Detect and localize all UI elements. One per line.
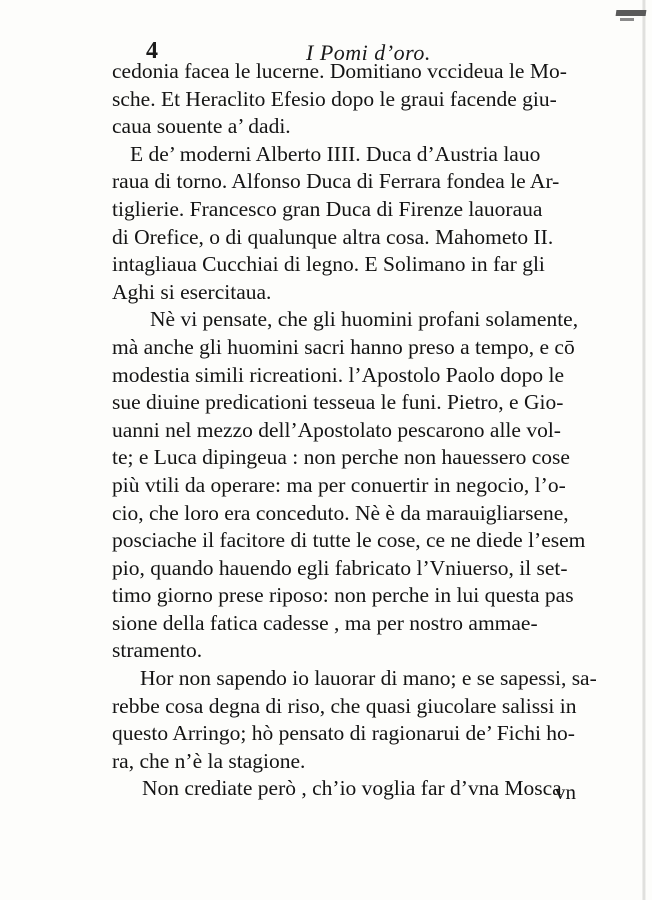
text-line: modestia simili ricreationi. l’Apostolo Paolo dopo le xyxy=(112,362,565,387)
running-title: I Pomi d’oro. xyxy=(306,40,431,65)
text-line: te; e Luca dipingeua : non perche non hauessero cose xyxy=(112,445,570,470)
text-line: timo giorno prese riposo: non perche in lui questa pas xyxy=(112,583,574,608)
text-line: stramento. xyxy=(112,638,203,663)
text-line: intagliaua Cucchiai di legno. E Solimano in far gli xyxy=(112,252,545,277)
text-line: raua di torno. Alfonso Duca di Ferrara fondea le Ar- xyxy=(112,169,560,194)
text-line: cio, che loro era conceduto. Nè è da marauigliarsene, xyxy=(112,500,569,525)
text-line: sue diuine predicationi tesseua le funi. Pietro, e Gio- xyxy=(112,390,564,415)
text-line: cedonia facea le lucerne. Domitiano vccideua le Mo- xyxy=(112,59,567,83)
text-line: Non crediate però , ch’io voglia far d’vna Mosca xyxy=(142,776,562,801)
text-line: caua souente a’ dadi. xyxy=(112,114,291,139)
text-line: mà anche gli huomini sacri hanno preso a tempo, e cō xyxy=(112,334,575,359)
catchword: vn xyxy=(555,780,576,804)
text-line: posciache il facitore di tutte le cose, ce ne diede l’esem xyxy=(112,528,586,553)
page-edge xyxy=(642,0,646,900)
body-text xyxy=(112,58,632,803)
text-line: sche. Et Heraclito Efesio dopo le graui facende giu- xyxy=(112,86,557,111)
text-line: Aghi si esercitaua. xyxy=(112,279,272,304)
text-line: Nè vi pensate, che gli huomini profani solamente, xyxy=(150,307,579,332)
text-line: pio, quando hauendo egli fabricato l’Vniuerso, il set- xyxy=(112,555,568,580)
corner-mark xyxy=(616,10,647,16)
text-line: ra, che n’è la stagione. xyxy=(112,748,306,773)
text-line: sione della fatica cadesse , ma per nostro ammae- xyxy=(112,610,538,635)
text-line: più vtili da operare: ma per conuertir in negocio, l’o- xyxy=(112,472,566,497)
text-line: questo Arringo; hò pensato di ragionarui de’ Fichi ho- xyxy=(112,721,575,746)
page-number: 4 xyxy=(146,38,158,64)
text-line: E de’ moderni Alberto IIII. Duca d’Austria lauo xyxy=(130,141,541,166)
corner-mark-secondary xyxy=(620,18,634,21)
text-line: di Orefice, o di qualunque altra cosa. Mahometo II. xyxy=(112,224,554,249)
text-line: rebbe cosa degna di riso, che quasi giucolare salissi in xyxy=(112,693,577,718)
text-line: uanni nel mezzo dell’Apostolato pescarono alle vol- xyxy=(112,417,561,442)
text-line: tiglierie. Francesco gran Duca di Firenze lauoraua xyxy=(112,196,543,221)
text-line: Hor non sapendo io lauorar di mano; e se sapessi, sa- xyxy=(140,666,597,691)
